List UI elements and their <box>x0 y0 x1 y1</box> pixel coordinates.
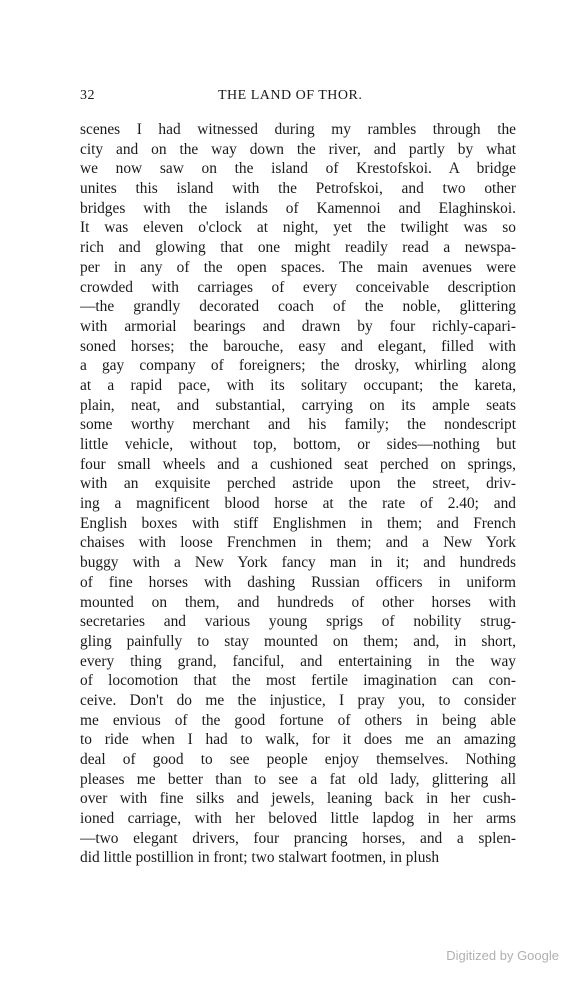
text-line: over with fine silks and jewels, leaning back in her cush- <box>80 790 516 808</box>
text-line: —two elegant drivers, four prancing horses, and a splen- <box>80 829 516 847</box>
text-line: scenes I had witnessed during my rambles through the <box>80 121 516 138</box>
text-line: English boxes with stiff Englishmen in them; and French <box>80 514 516 532</box>
text-line: chaises with loose Frenchmen in them; and a New York <box>80 534 516 552</box>
text-line: bridges with the islands of Kamennoi and Elaghinskoi. <box>80 199 516 217</box>
text-line: pleases me better than to see a fat old lady, glittering all <box>80 770 516 788</box>
text-line: me envious of the good fortune of others in being able <box>80 711 516 729</box>
text-line: ing a magnificent blood horse at the rate of 2.40; and <box>80 495 516 513</box>
text-line: a gay company of foreigners; the drosky, whirling along <box>80 357 516 375</box>
page-number: 32 <box>80 88 95 103</box>
text-line: deal of good to see people enjoy themselves. Nothing <box>80 751 516 768</box>
text-line: —the grandly decorated coach of the noble, glittering <box>80 298 516 316</box>
text-line: rich and glowing that one might readily read a newspa- <box>80 239 516 257</box>
text-line: of locomotion that the most fertile imagination can con- <box>80 672 516 690</box>
text-line: little vehicle, without top, bottom, or sides—nothing but <box>80 436 516 453</box>
text-line: plain, neat, and substantial, carrying on its ample seats <box>80 396 516 414</box>
digitized-watermark: Digitized by Google <box>446 948 559 963</box>
text-line: did little postillion in front; two stalwart footmen, in plush <box>80 849 440 867</box>
text-line: unites this island with the Petrofskoi, and two other <box>80 180 516 198</box>
text-line: ceive. Don't do me the injustice, I pray you, to consider <box>80 691 516 709</box>
text-line: It was eleven o'clock at night, yet the twilight was so <box>80 219 516 237</box>
text-line: with an exquisite perched astride upon the street, driv- <box>80 475 516 493</box>
text-line: some worthy merchant and his family; the nondescript <box>80 416 516 434</box>
text-line: gling painfully to stay mounted on them; and, in short, <box>80 632 516 650</box>
text-line: we now saw on the island of Krestofskoi. A bridge <box>80 160 516 178</box>
text-line: every thing grand, fanciful, and entertaining in the way <box>80 652 516 670</box>
text-line: soned horses; the barouche, easy and elegant, filled with <box>80 337 516 355</box>
text-line: mounted on them, and hundreds of other horses with <box>80 593 516 611</box>
running-header <box>80 88 516 108</box>
text-line: four small wheels and a cushioned seat perched on springs, <box>80 455 516 473</box>
text-line: of fine horses with dashing Russian officers in uniform <box>80 573 516 591</box>
running-title: THE LAND OF THOR. <box>218 88 363 103</box>
text-line: at a rapid pace, with its solitary occupant; the kareta, <box>80 376 516 394</box>
text-line: city and on the way down the river, and partly by what <box>80 140 516 158</box>
text-line: per in any of the open spaces. The main avenues were <box>80 258 516 276</box>
text-line: to ride when I had to walk, for it does me an amazing <box>80 731 516 749</box>
body-text <box>80 120 516 868</box>
text-line: crowded with carriages of every conceivable description <box>80 278 516 296</box>
text-line: with armorial bearings and drawn by four richly-capari- <box>80 317 516 335</box>
text-line: secretaries and various young sprigs of nobility strug- <box>80 613 516 631</box>
text-line: ioned carriage, with her beloved little lapdog in her arms <box>80 810 516 828</box>
text-line: buggy with a New York fancy man in it; and hundreds <box>80 554 516 572</box>
